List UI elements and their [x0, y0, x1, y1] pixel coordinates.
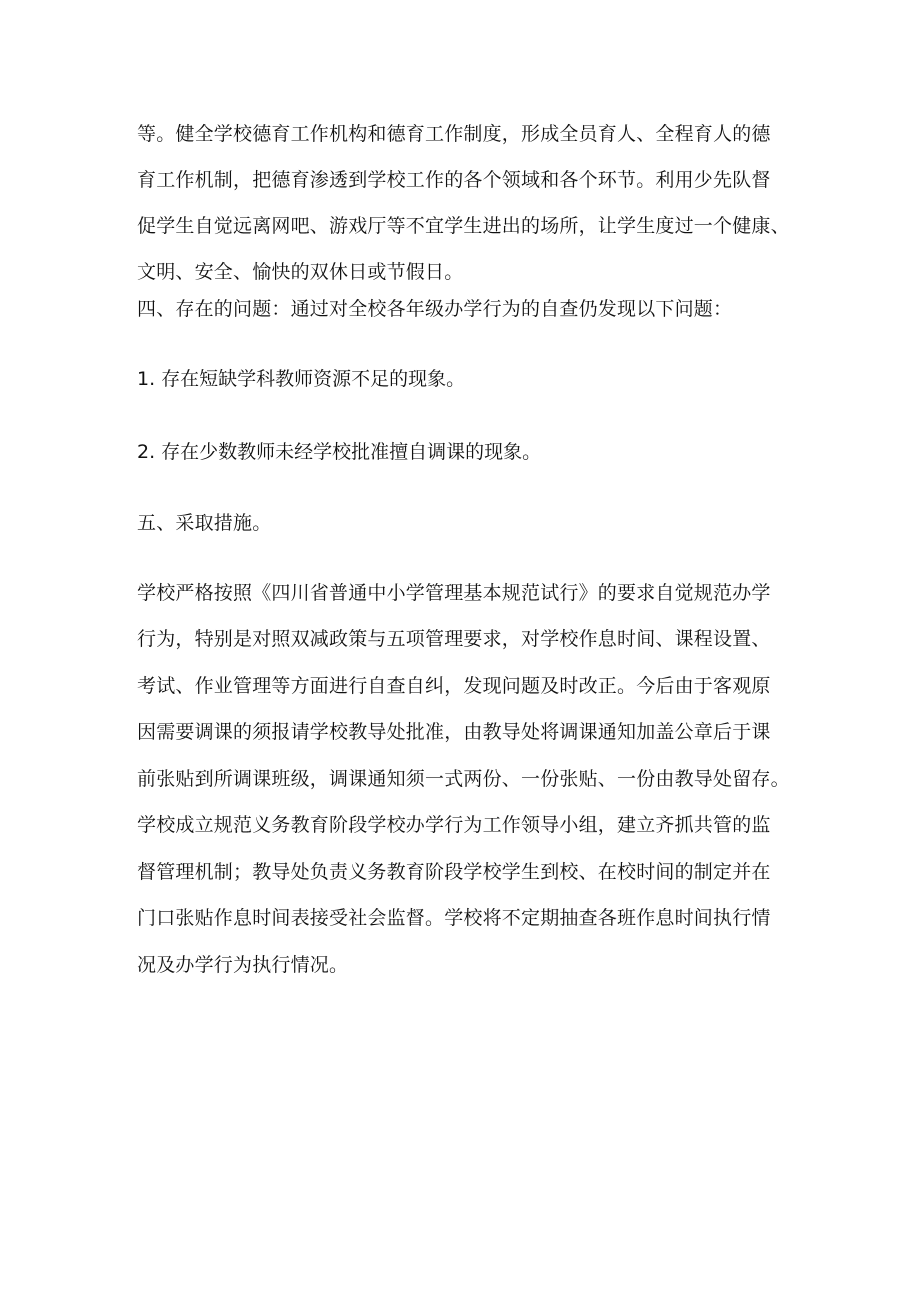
intro-line-2: 育工作机制，把德育渗透到学校工作的各个领域和各个环节。利用少先队督	[137, 169, 771, 191]
intro-line-1: 等。健全学校德育工作机构和德育工作制度，形成全员育人、全程育人的德	[137, 123, 771, 145]
measures-line-6: 学校成立规范义务教育阶段学校办学行为工作领导小组，建立齐抓共管的监	[137, 814, 771, 836]
intro-line-4: 文明、安全、愉快的双休日或节假日。	[137, 261, 464, 283]
measures-line-8: 门口张贴作息时间表接受社会监督。学校将不定期抽查各班作息时间执行情	[137, 907, 771, 929]
measures-line-2: 行为，特别是对照双减政策与五项管理要求，对学校作息时间、课程设置、	[137, 628, 771, 650]
section-5-heading: 五、采取措施。	[137, 512, 272, 534]
measures-line-5: 前张贴到所调课班级，调课通知须一式两份、一份张贴、一份由教导处留存。	[137, 768, 790, 790]
measures-line-3: 考试、作业管理等方面进行自查自纠，发现问题及时改正。今后由于客观原	[137, 675, 771, 697]
measures-line-7: 督管理机制；教导处负责义务教育阶段学校学生到校、在校时间的制定并在	[137, 861, 771, 883]
intro-line-3: 促学生自觉远离网吧、游戏厅等不宜学生进出的场所，让学生度过一个健康、	[137, 215, 790, 237]
measures-line-1: 学校严格按照《四川省普通中小学管理基本规范试行》的要求自觉规范办学	[137, 582, 771, 604]
measures-line-4: 因需要调课的须报请学校教导处批准，由教导处将调课通知加盖公章后于课	[137, 721, 771, 743]
measures-line-9: 况及办学行为执行情况。	[137, 954, 349, 976]
issue-item-2: 2. 存在少数教师未经学校批准擅自调课的现象。	[137, 441, 542, 463]
section-4-heading: 四、存在的问题：通过对全校各年级办学行为的自查仍发现以下问题：	[137, 298, 733, 320]
issue-item-1: 1. 存在短缺学科教师资源不足的现象。	[137, 368, 466, 390]
